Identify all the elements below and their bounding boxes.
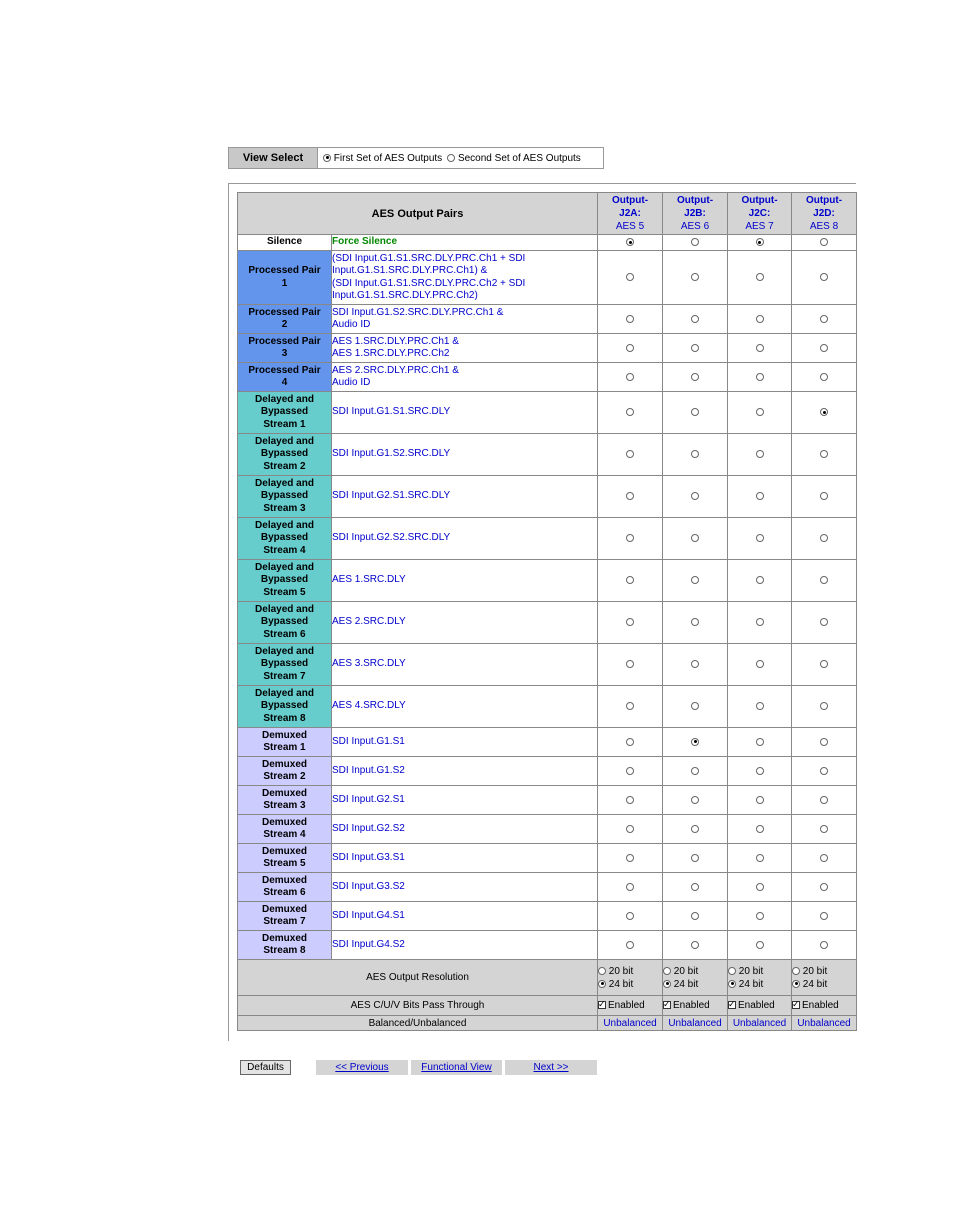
- aes-output-resolution-label: AES Output Resolution: [238, 960, 598, 996]
- radio-icon[interactable]: [323, 154, 331, 162]
- row-label: Silence: [238, 235, 332, 251]
- radio-icon[interactable]: [756, 883, 764, 891]
- radio-cell-j2a: [598, 560, 663, 602]
- radio-icon[interactable]: [756, 492, 764, 500]
- radio-cell-j2a: [598, 786, 663, 815]
- row-label: Processed Pair 4: [238, 363, 332, 392]
- output-j2a-header: Output- J2A: AES 5: [598, 193, 663, 235]
- radio-cell-j2b: [663, 434, 728, 476]
- radio-cell-j2a: [598, 602, 663, 644]
- table-row: [238, 251, 857, 305]
- next-button[interactable]: Next >>: [505, 1060, 597, 1075]
- table-row: [238, 644, 857, 686]
- radio-icon[interactable]: [756, 238, 764, 246]
- radio-icon[interactable]: [756, 450, 764, 458]
- row-source-description: SDI Input.G2.S2.SRC.DLY: [332, 518, 598, 560]
- radio-icon[interactable]: [626, 344, 634, 352]
- radio-cell-j2c: [728, 560, 792, 602]
- radio-icon[interactable]: [756, 854, 764, 862]
- radio-icon[interactable]: [598, 980, 606, 988]
- row-label: Demuxed Stream 1: [238, 728, 332, 757]
- table-row: [238, 334, 857, 363]
- radio-cell-j2d: [792, 251, 857, 305]
- checkbox-icon[interactable]: [728, 1001, 736, 1009]
- row-label: Delayed and Bypassed Stream 5: [238, 560, 332, 602]
- row-label: Delayed and Bypassed Stream 2: [238, 434, 332, 476]
- radio-icon[interactable]: [820, 883, 828, 891]
- row-source-description: AES 1.SRC.DLY.PRC.Ch1 & AES 1.SRC.DLY.PRC.Ch2: [332, 334, 598, 363]
- radio-icon[interactable]: [820, 450, 828, 458]
- radio-icon[interactable]: [691, 534, 699, 542]
- radio-icon[interactable]: [820, 408, 828, 416]
- radio-icon[interactable]: [820, 941, 828, 949]
- table-row: [238, 560, 857, 602]
- radio-icon[interactable]: [728, 980, 736, 988]
- radio-cell-j2d: [792, 931, 857, 960]
- radio-icon[interactable]: [626, 941, 634, 949]
- row-label: Delayed and Bypassed Stream 8: [238, 686, 332, 728]
- row-source-description: SDI Input.G1.S2.SRC.DLY.PRC.Ch1 & Audio ID: [332, 305, 598, 334]
- radio-cell-j2d: [792, 305, 857, 334]
- radio-cell-j2b: [663, 686, 728, 728]
- row-source-description: SDI Input.G1.S1.SRC.DLY: [332, 392, 598, 434]
- aes-output-pairs-header: AES Output Pairs: [238, 193, 598, 235]
- radio-icon[interactable]: [756, 534, 764, 542]
- radio-cell-j2a: [598, 815, 663, 844]
- radio-cell-j2c: [728, 786, 792, 815]
- radio-cell-j2d: [792, 644, 857, 686]
- row-label: Demuxed Stream 6: [238, 873, 332, 902]
- view-select-label: View Select: [229, 148, 318, 168]
- table-row: [238, 931, 857, 960]
- radio-cell-j2c: [728, 305, 792, 334]
- radio-cell-j2a: [598, 251, 663, 305]
- radio-icon[interactable]: [756, 344, 764, 352]
- radio-cell-j2b: [663, 931, 728, 960]
- radio-icon[interactable]: [820, 238, 828, 246]
- row-label: Demuxed Stream 3: [238, 786, 332, 815]
- radio-icon[interactable]: [626, 373, 634, 381]
- radio-cell-j2b: [663, 873, 728, 902]
- row-label: Demuxed Stream 8: [238, 931, 332, 960]
- radio-icon[interactable]: [626, 576, 634, 584]
- row-label: Delayed and Bypassed Stream 1: [238, 392, 332, 434]
- radio-icon[interactable]: [756, 912, 764, 920]
- previous-button[interactable]: << Previous: [316, 1060, 408, 1075]
- radio-icon[interactable]: [626, 450, 634, 458]
- radio-cell-j2c: [728, 363, 792, 392]
- radio-cell-j2b: [663, 334, 728, 363]
- output-j2d-header: Output- J2D: AES 8: [792, 193, 857, 235]
- radio-icon[interactable]: [691, 702, 699, 710]
- radio-cell-j2d: [792, 235, 857, 251]
- radio-cell-j2b: [663, 815, 728, 844]
- table-row: [238, 476, 857, 518]
- radio-icon[interactable]: [626, 534, 634, 542]
- radio-icon[interactable]: [756, 702, 764, 710]
- checkbox-icon[interactable]: [792, 1001, 800, 1009]
- radio-icon[interactable]: [663, 980, 671, 988]
- radio-cell-j2a: [598, 728, 663, 757]
- radio-cell-j2b: [663, 305, 728, 334]
- radio-icon[interactable]: [756, 373, 764, 381]
- radio-cell-j2d: [792, 873, 857, 902]
- radio-icon[interactable]: [792, 967, 800, 975]
- row-source-description: SDI Input.G4.S2: [332, 931, 598, 960]
- radio-icon[interactable]: [691, 408, 699, 416]
- radio-cell-j2a: [598, 844, 663, 873]
- radio-cell-j2d: [792, 786, 857, 815]
- radio-icon[interactable]: [447, 154, 455, 162]
- radio-icon[interactable]: [626, 767, 634, 775]
- radio-cell-j2c: [728, 815, 792, 844]
- radio-cell-j2b: [663, 476, 728, 518]
- radio-icon[interactable]: [691, 618, 699, 626]
- row-source-description: AES 3.SRC.DLY: [332, 644, 598, 686]
- radio-cell-j2d: [792, 363, 857, 392]
- table-row: [238, 786, 857, 815]
- radio-icon[interactable]: [756, 315, 764, 323]
- row-label: Demuxed Stream 4: [238, 815, 332, 844]
- view-select-bar: [228, 147, 604, 169]
- table-row: [238, 434, 857, 476]
- radio-icon[interactable]: [756, 618, 764, 626]
- table-row: [238, 305, 857, 334]
- radio-icon[interactable]: [691, 941, 699, 949]
- radio-icon[interactable]: [691, 373, 699, 381]
- radio-cell-j2a: [598, 757, 663, 786]
- radio-icon[interactable]: [691, 492, 699, 500]
- radio-cell-j2a: [598, 392, 663, 434]
- radio-icon[interactable]: [820, 796, 828, 804]
- radio-cell-j2d: [792, 686, 857, 728]
- radio-icon[interactable]: [756, 408, 764, 416]
- radio-cell-j2d: [792, 844, 857, 873]
- checkbox-icon[interactable]: [598, 1001, 606, 1009]
- row-source-description: SDI Input.G2.S2: [332, 815, 598, 844]
- resolution-j2b: 20 bit 24 bit: [663, 960, 728, 996]
- row-label: Processed Pair 3: [238, 334, 332, 363]
- radio-icon[interactable]: [626, 883, 634, 891]
- radio-icon[interactable]: [691, 825, 699, 833]
- radio-icon[interactable]: [820, 767, 828, 775]
- radio-icon[interactable]: [820, 492, 828, 500]
- balanced-value-j2b: Unbalanced: [663, 1016, 728, 1031]
- radio-cell-j2a: [598, 235, 663, 251]
- functional-view-button[interactable]: Functional View: [411, 1060, 502, 1075]
- row-label: Demuxed Stream 7: [238, 902, 332, 931]
- radio-icon[interactable]: [691, 912, 699, 920]
- cuv-pass-through-label: AES C/U/V Bits Pass Through: [238, 996, 598, 1016]
- radio-icon[interactable]: [820, 825, 828, 833]
- radio-icon[interactable]: [820, 273, 828, 281]
- radio-cell-j2c: [728, 844, 792, 873]
- table-row: [238, 902, 857, 931]
- radio-icon[interactable]: [820, 576, 828, 584]
- radio-icon[interactable]: [820, 660, 828, 668]
- radio-icon[interactable]: [691, 238, 699, 246]
- radio-cell-j2d: [792, 434, 857, 476]
- row-label: Delayed and Bypassed Stream 6: [238, 602, 332, 644]
- cuv-checkbox-j2d[interactable]: ✓ Enabled: [792, 996, 857, 1016]
- radio-icon[interactable]: [626, 238, 634, 246]
- row-label: Delayed and Bypassed Stream 3: [238, 476, 332, 518]
- radio-icon[interactable]: [626, 796, 634, 804]
- radio-icon[interactable]: [691, 883, 699, 891]
- row-source-description: SDI Input.G2.S1: [332, 786, 598, 815]
- radio-icon[interactable]: [626, 660, 634, 668]
- table-row: [238, 757, 857, 786]
- radio-cell-j2a: [598, 363, 663, 392]
- radio-icon[interactable]: [663, 967, 671, 975]
- radio-icon[interactable]: [691, 767, 699, 775]
- radio-icon[interactable]: [756, 576, 764, 584]
- radio-icon[interactable]: [820, 618, 828, 626]
- radio-cell-j2c: [728, 873, 792, 902]
- row-source-description: SDI Input.G1.S2: [332, 757, 598, 786]
- radio-cell-j2d: [792, 757, 857, 786]
- radio-icon[interactable]: [626, 273, 634, 281]
- balanced-value-j2a: Unbalanced: [598, 1016, 663, 1031]
- row-label: Demuxed Stream 5: [238, 844, 332, 873]
- row-label: Delayed and Bypassed Stream 4: [238, 518, 332, 560]
- cuv-checkbox-j2a[interactable]: ✓ Enabled: [598, 996, 663, 1016]
- radio-icon[interactable]: [691, 315, 699, 323]
- radio-cell-j2c: [728, 392, 792, 434]
- radio-icon[interactable]: [626, 408, 634, 416]
- radio-cell-j2a: [598, 931, 663, 960]
- row-source-description: AES 1.SRC.DLY: [332, 560, 598, 602]
- radio-cell-j2c: [728, 757, 792, 786]
- radio-cell-j2c: [728, 476, 792, 518]
- radio-cell-j2d: [792, 602, 857, 644]
- radio-cell-j2a: [598, 686, 663, 728]
- row-source-description: AES 2.SRC.DLY.PRC.Ch1 & Audio ID: [332, 363, 598, 392]
- radio-cell-j2c: [728, 686, 792, 728]
- resolution-j2c: 20 bit 24 bit: [728, 960, 792, 996]
- table-row: [238, 235, 857, 251]
- row-source-description: SDI Input.G3.S1: [332, 844, 598, 873]
- radio-icon[interactable]: [691, 738, 699, 746]
- radio-icon[interactable]: [626, 854, 634, 862]
- radio-icon[interactable]: [756, 796, 764, 804]
- table-row: [238, 815, 857, 844]
- radio-cell-j2a: [598, 644, 663, 686]
- radio-icon[interactable]: [691, 344, 699, 352]
- radio-cell-j2d: [792, 518, 857, 560]
- checkbox-icon[interactable]: [663, 1001, 671, 1009]
- table-row: [238, 518, 857, 560]
- radio-cell-j2d: [792, 392, 857, 434]
- radio-icon[interactable]: [691, 273, 699, 281]
- row-label: Demuxed Stream 2: [238, 757, 332, 786]
- radio-icon[interactable]: [728, 967, 736, 975]
- radio-icon[interactable]: [691, 450, 699, 458]
- radio-cell-j2d: [792, 334, 857, 363]
- table-row: [238, 844, 857, 873]
- radio-icon[interactable]: [626, 702, 634, 710]
- row-source-description: SDI Input.G3.S2: [332, 873, 598, 902]
- resolution-j2d: 20 bit 24 bit: [792, 960, 857, 996]
- radio-icon[interactable]: [626, 738, 634, 746]
- row-label: Delayed and Bypassed Stream 7: [238, 644, 332, 686]
- radio-icon[interactable]: [820, 738, 828, 746]
- radio-icon[interactable]: [792, 980, 800, 988]
- radio-cell-j2a: [598, 518, 663, 560]
- defaults-button[interactable]: Defaults: [240, 1060, 291, 1075]
- radio-cell-j2c: [728, 902, 792, 931]
- radio-icon[interactable]: [756, 825, 764, 833]
- radio-cell-j2d: [792, 476, 857, 518]
- radio-icon[interactable]: [626, 315, 634, 323]
- radio-icon[interactable]: [820, 702, 828, 710]
- radio-cell-j2b: [663, 644, 728, 686]
- radio-cell-j2d: [792, 902, 857, 931]
- radio-cell-j2a: [598, 873, 663, 902]
- row-label: Processed Pair 1: [238, 251, 332, 305]
- radio-icon[interactable]: [691, 576, 699, 584]
- table-row: [238, 363, 857, 392]
- row-source-description: SDI Input.G1.S2.SRC.DLY: [332, 434, 598, 476]
- radio-icon[interactable]: [756, 660, 764, 668]
- radio-cell-j2b: [663, 363, 728, 392]
- row-source-description: SDI Input.G4.S1: [332, 902, 598, 931]
- row-source-description: AES 2.SRC.DLY: [332, 602, 598, 644]
- row-source-description: (SDI Input.G1.S1.SRC.DLY.PRC.Ch1 + SDI Input.G1.S1.SRC.DLY.PRC.Ch1) & (SDI Input.G1.S1.SRC.DLY.PRC.Ch2 + SDI Input.G1.S1.SRC.DLY.PRC.Ch2): [332, 251, 598, 305]
- radio-cell-j2c: [728, 334, 792, 363]
- radio-icon[interactable]: [820, 315, 828, 323]
- balanced-unbalanced-label: Balanced/Unbalanced: [238, 1016, 598, 1031]
- radio-cell-j2b: [663, 560, 728, 602]
- view-select-options: [318, 148, 603, 168]
- radio-cell-j2a: [598, 902, 663, 931]
- radio-cell-j2a: [598, 434, 663, 476]
- radio-cell-j2b: [663, 902, 728, 931]
- radio-icon[interactable]: [820, 344, 828, 352]
- cuv-checkbox-j2c[interactable]: ✓ Enabled: [728, 996, 792, 1016]
- radio-cell-j2b: [663, 844, 728, 873]
- radio-cell-j2c: [728, 434, 792, 476]
- radio-icon[interactable]: [598, 967, 606, 975]
- radio-cell-j2d: [792, 815, 857, 844]
- radio-icon[interactable]: [756, 273, 764, 281]
- radio-icon[interactable]: [691, 660, 699, 668]
- radio-icon[interactable]: [691, 796, 699, 804]
- view-second-set-option[interactable]: Second Set of AES Outputs: [447, 153, 581, 164]
- row-source-description: SDI Input.G2.S1.SRC.DLY: [332, 476, 598, 518]
- radio-cell-j2c: [728, 518, 792, 560]
- radio-cell-j2c: [728, 251, 792, 305]
- radio-cell-j2d: [792, 560, 857, 602]
- table-row: [238, 602, 857, 644]
- row-label: Processed Pair 2: [238, 305, 332, 334]
- radio-icon[interactable]: [626, 912, 634, 920]
- row-source-description: SDI Input.G1.S1: [332, 728, 598, 757]
- radio-cell-j2c: [728, 728, 792, 757]
- radio-icon[interactable]: [626, 618, 634, 626]
- radio-cell-j2b: [663, 518, 728, 560]
- cuv-checkbox-j2b[interactable]: ✓ Enabled: [663, 996, 728, 1016]
- radio-icon[interactable]: [691, 854, 699, 862]
- radio-cell-j2b: [663, 786, 728, 815]
- radio-icon[interactable]: [820, 534, 828, 542]
- row-source-description: AES 4.SRC.DLY: [332, 686, 598, 728]
- radio-cell-j2c: [728, 235, 792, 251]
- aes-output-table: [237, 192, 857, 1031]
- view-first-set-option[interactable]: First Set of AES Outputs: [323, 153, 442, 164]
- radio-icon[interactable]: [756, 738, 764, 746]
- radio-icon[interactable]: [756, 941, 764, 949]
- balanced-value-j2d: Unbalanced: [792, 1016, 857, 1031]
- table-row: [238, 392, 857, 434]
- radio-cell-j2a: [598, 476, 663, 518]
- row-source-description: Force Silence: [332, 235, 598, 251]
- radio-cell-j2b: [663, 757, 728, 786]
- radio-icon[interactable]: [626, 492, 634, 500]
- balanced-value-j2c: Unbalanced: [728, 1016, 792, 1031]
- radio-cell-j2d: [792, 728, 857, 757]
- radio-cell-j2a: [598, 305, 663, 334]
- output-j2b-header: Output- J2B: AES 6: [663, 193, 728, 235]
- radio-icon[interactable]: [820, 912, 828, 920]
- radio-icon[interactable]: [820, 854, 828, 862]
- radio-cell-j2b: [663, 728, 728, 757]
- table-row: [238, 686, 857, 728]
- radio-cell-j2b: [663, 392, 728, 434]
- radio-cell-j2b: [663, 251, 728, 305]
- resolution-j2a: 20 bit 24 bit: [598, 960, 663, 996]
- radio-cell-j2b: [663, 602, 728, 644]
- radio-icon[interactable]: [756, 767, 764, 775]
- radio-cell-j2c: [728, 644, 792, 686]
- output-j2c-header: Output- J2C: AES 7: [728, 193, 792, 235]
- radio-cell-j2b: [663, 235, 728, 251]
- radio-cell-j2c: [728, 602, 792, 644]
- radio-cell-j2c: [728, 931, 792, 960]
- radio-cell-j2a: [598, 334, 663, 363]
- radio-icon[interactable]: [626, 825, 634, 833]
- table-row: [238, 728, 857, 757]
- radio-icon[interactable]: [820, 373, 828, 381]
- table-row: [238, 873, 857, 902]
